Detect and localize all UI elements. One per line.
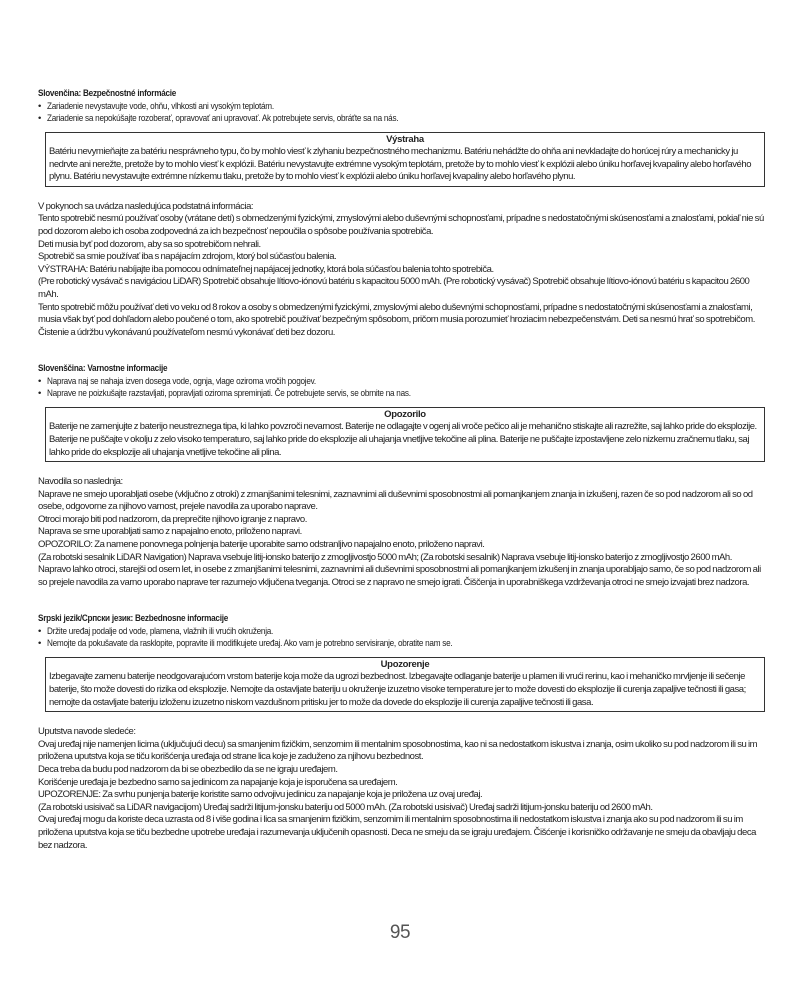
- note-line: Napravo lahko otroci, starejši od osem let, in osebe z zmanjšanimi telesnimi, zaznavnimi ali duševnimi sposobnostmi ali pomanjkanjem izkušenj in znanja uporabljajo samo, če so pod nadzorom ali so prejele navodila za varno uporabo naprave ter razumejo vključena tveganja. Otroci se z napravo ne smejo igrati. Čiščenja in uporabniškega vzdrževanja otroci ne smejo izvajati brez nadzora.: [38, 564, 761, 588]
- bullet-list: [38, 376, 765, 400]
- instructions-notes: [38, 726, 765, 852]
- section-slovenian: [38, 363, 765, 589]
- note-line: OPOZORILO: Za namene ponovnega polnjenja baterije uporabite samo odstranljivo napajalno enoto, priloženo napravi.: [38, 539, 485, 551]
- bullet-item: • Nemojte da pokušavate da rasklopite, popravite ili modifikujete uređaj. Ako vam je potrebno servisiranje, obratite nam se.: [38, 638, 765, 650]
- note-line: (Za robotski usisivač sa LiDAR navigacijom) Uređaj sadrži litijum-jonsku bateriju od 5000 mAh. (Za robotski usisivač) Uređaj sadrži litijum-jonsku bateriju od 2600 mAh.: [38, 801, 653, 813]
- note-line: Naprave ne smejo uporabljati osebe (vključno z otroki) z zmanjšanimi telesnimi, zaznavnimi ali duševnimi sposobnostmi ali pomanjkanjem znanja in izkušenj, razen če so pod nadzorom ali so od osebe, odgovorne za njihovo varnost, prejele navodila za uporabo naprave.: [38, 488, 753, 513]
- bullet-list: [38, 101, 765, 125]
- warning-box: [45, 132, 765, 187]
- note-line: Tento spotrebič nesmú používať osoby (vrátane detí) s obmedzenými fyzickými, zmyslovými alebo duševnými schopnosťami, prípadne s nedostatočnými skúsenosťami a znalosťami, pokiaľ nie sú pod dozorom alebo ich osoba zodpovedná za ich bezpečnosť nepoučila o spôsobe používania spotrebiča.: [38, 213, 764, 237]
- note-line: Spotrebič sa smie používať iba s napájacím zdrojom, ktorý bol súčasťou balenia.: [38, 251, 337, 263]
- warning-text: Izbegavajte zamenu baterije neodgovarajućom vrstom baterije koja može da ugrozi bezbednost. Izbegavajte odlaganje baterije u plamen ili vrući rerinu, kao i mehaničko mrvljenje ili sečenje baterije, što može dovesti do rizika od eksplozije. Nemojte da ostavljate bateriju u okruženje izuzetno visoke temperature jer to može dovesti do eksplozije ili curenja zapaljive tečnosti ili gasa; nemojte da ostavljate bateriju izloženu izuzetno niskom vazdušnom pritisku jer to može da dovede do eksplozije ili curenja zapaljive tečnosti ili gasa.: [49, 671, 746, 708]
- note-line: (Pre robotický vysávač s navigáciou LiDAR) Spotrebič obsahuje lítiovo-iónovú batériu s kapacitou 5000 mAh. (Pre robotický vysávač) Spotrebič obsahuje lítiovo-iónovú batériu s kapacitou 2600 mAh.: [38, 276, 750, 300]
- warning-box: [45, 657, 765, 712]
- note-line: Deca treba da budu pod nadzorom da bi se obezbedilo da se ne igraju uređajem.: [38, 764, 338, 775]
- bullet-list: [38, 626, 765, 650]
- bullet-item: • Naprava naj se nahaja izven dosega vode, ognja, vlage oziroma vročih pogojev.: [38, 376, 765, 388]
- warning-box: [45, 407, 765, 462]
- note-line: Navodila so naslednja:: [38, 476, 123, 488]
- note-line: Naprava se sme uporabljati samo z napajalno enoto, priloženo napravi.: [38, 526, 302, 538]
- section-title: Slovenčina: Bezpečnostné informácie: [38, 88, 177, 99]
- warning-title: Upozorenje: [380, 659, 430, 671]
- note-line: Ovaj uređaj nije namenjen licima (uključujući decu) sa smanjenim fizičkim, senzornim ili mentalnim sposobnostima, kao ni sa nedostatkom iskustva i znanja, osim ukoliko su pod nadzorom ili su im priložena uputstva koja se tiču korišćenja uređaja od strane lica koje je zaduženo za njihovu bezbednost.: [38, 738, 758, 763]
- note-line: Otroci morajo biti pod nadzorom, da preprečite njihovo igranje z napravo.: [38, 513, 307, 525]
- note-line: V pokynoch sa uvádza nasledujúca podstatná informácia:: [38, 200, 254, 212]
- document-page: [38, 88, 765, 868]
- instructions-notes: [38, 476, 765, 589]
- note-line: (Za robotski sesalnik LiDAR Navigation) Naprava vsebuje litij-ionsko baterijo z zmogljivostjo 5000 mAh; (Za robotski sesalnik) Naprava vsebuje litij-ionsko baterijo z zmogljivostjo 2600 mAh.: [38, 551, 732, 563]
- note-line: Uputstva navode sledeće:: [38, 726, 136, 738]
- warning-text: Batériu nevymieňajte za batériu nesprávneho typu, čo by mohlo viesť k zlyhaniu bezpečnostného mechanizmu. Batériu nehádžte do ohňa ani nevkladajte do horúcej rúry a mechanicky ju nedrvte ani nerežte, pretože by to mohlo viesť k explózii. Batériu nevystavujte extrémne vysokým teplotám, pretože by to mohlo viesť k explózii alebo úniku horľavej kvapaliny alebo horľavého plynu. Batériu nevystavujte extrémne nízkemu tlaku, pretože by to mohlo viesť k explózii alebo úniku horľavej kvapaliny alebo horľavého plynu.: [49, 146, 752, 183]
- note-line: VÝSTRAHA: Batériu nabíjajte iba pomocou odnímateľnej napájacej jednotky, ktorá bola súčasťou balenia tohto spotrebiča.: [38, 263, 494, 275]
- note-line: Korišćenje uređaja je bezbedno samo sa jedinicom za napajanje koja je isporučena sa uređajem.: [38, 776, 398, 788]
- section-slovak: [38, 88, 765, 339]
- warning-title: Výstraha: [386, 134, 424, 145]
- note-line: UPOZORENJE: Za svrhu punjenja baterije koristite samo odvojivu jedinicu za napajanje koja je priložena uz ovaj uređaj.: [38, 789, 483, 801]
- note-line: Tento spotrebič môžu používať deti vo veku od 8 rokov a osoby s obmedzenými fyzickými, zmyslovými alebo duševnými schopnosťami, prípadne s nedostatočnými skúsenosťami a znalosťami, musia však byť pod dohľadom alebo poučené o tom, ako spotrebič používať bezpečným spôsobom, pričom musia porozumieť hroziacim nebezpečenstvám. Deti sa nesmú hrať so spotrebičom. Čistenie a údržbu vykonávanú používateľom nesmú vykonávať deti bez dozoru.: [38, 301, 755, 338]
- bullet-item: • Držite uređaj podalje od vode, plamena, vlažnih ili vrućih okruženja.: [38, 626, 765, 638]
- section-title: Slovenščina: Varnostne informacije: [38, 363, 168, 375]
- warning-title: Opozorilo: [384, 409, 426, 421]
- instructions-notes: [38, 201, 765, 340]
- bullet-item: • Zariadenie sa nepokúšajte rozoberať, opravovať ani upravovať. Ak potrebujete servis, obráťte sa na nás.: [38, 113, 765, 125]
- note-line: Deti musia byť pod dozorom, aby sa so spotrebičom nehrali.: [38, 238, 261, 250]
- section-serbian: [38, 613, 765, 852]
- bullet-item: • Zariadenie nevystavujte vode, ohňu, vlhkosti ani vysokým teplotám.: [38, 101, 765, 113]
- page-number: 95: [389, 922, 411, 943]
- note-line: Ovaj uređaj mogu da koriste deca uzrasta od 8 i više godina i lica sa smanjenim fizičkim, senzornim ili mentalnim sposobnostima ili nedostatkom iskustva i znanja ako su pod nadzorom ili su im priložena uputstva koja se tiču bezbedne upotrebe uređaja i razumevanja uključenih opasnosti. Deca ne smeju da se igraju uređajem. Čišćenje i korisničko održavanje ne smeju da obavljaju deca bez nadzora.: [38, 814, 756, 851]
- bullet-item: • Naprave ne poizkušajte razstavljati, popravljati oziroma spreminjati. Če potrebujete servis, se obrnite na nas.: [38, 388, 765, 400]
- section-title: Srpski jezik/Српски језик: Bezbednosne informacije: [38, 613, 229, 625]
- warning-text: Baterije ne zamenjujte z baterijo neustreznega tipa, ki lahko povzroči nevarnost. Baterije ne odlagajte v ogenj ali vroče pečico ali je mehanično stiskajte ali razrežite, saj lahko pride do eksplozije. Baterije ne puščajte v okolju z zelo visoko temperaturo, saj lahko pride do eksplozije ali uhajanja vnetljive tekočine ali plina. Baterije ne puščajte izpostavljene zelo nizkemu zračnemu tlaku, saj lahko pride do eksplozije ali uhajanja vnetljive tekočine ali plina.: [49, 421, 757, 458]
